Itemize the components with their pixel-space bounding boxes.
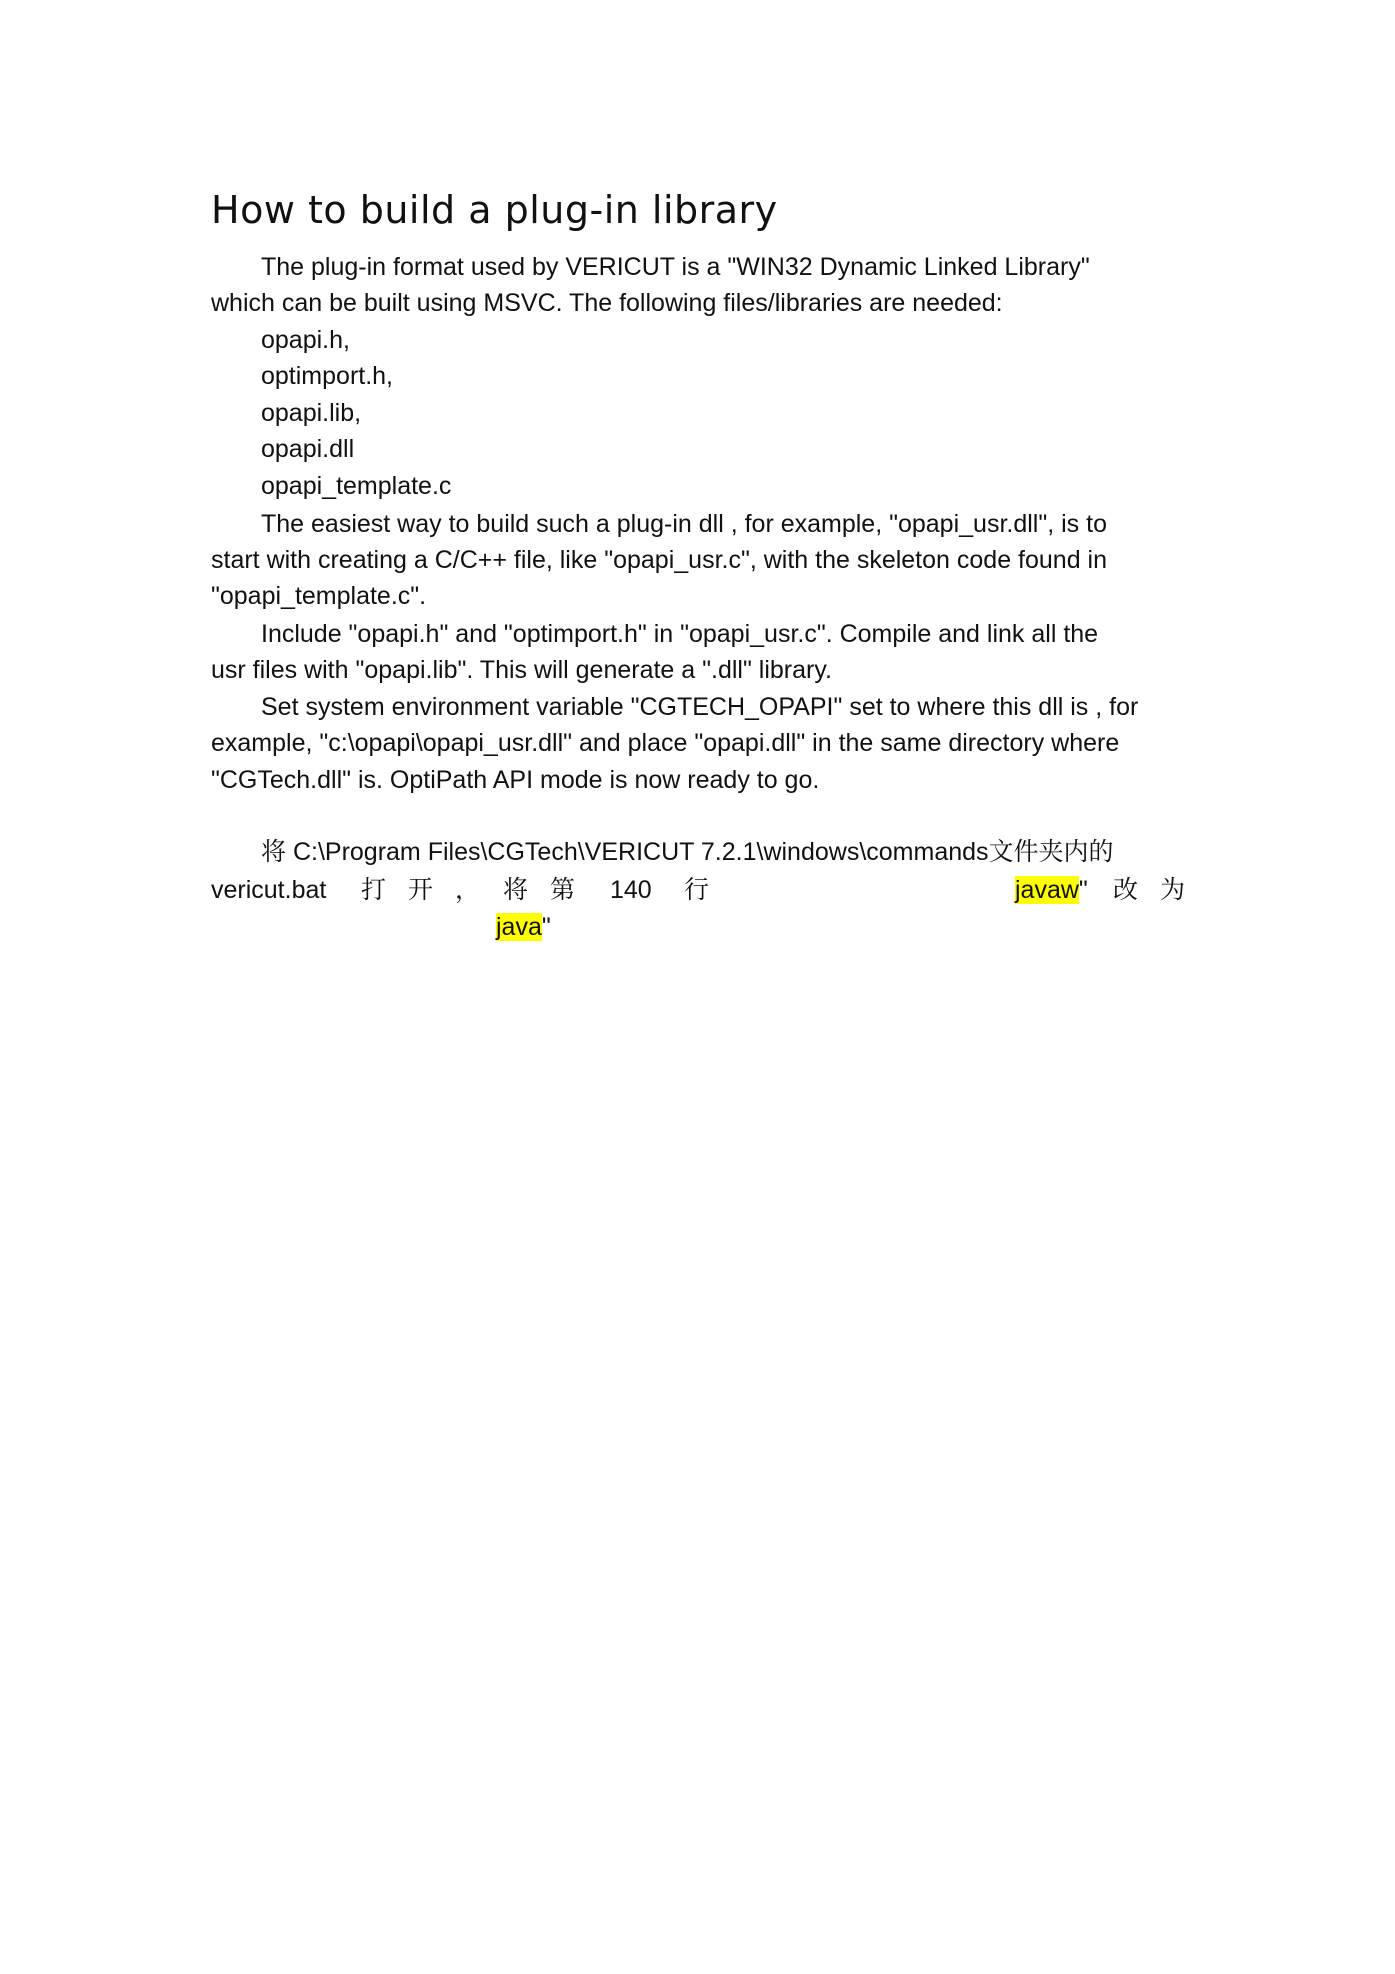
para5-word-comma: ， [455,876,481,904]
para2-line2: start with creating a C/C++ file, like "opapi_usr.c", with the skeleton code found in [211,546,1108,574]
para5-highlight-javaw-line [1015,875,1088,905]
para2-line1: The easiest way to build such a plug-in dll , for example, "opapi_usr.dll", is to [261,510,1107,538]
file-item-opapi-h: opapi.h, [261,326,350,354]
para5-word-hang: 行 [684,876,710,904]
closing-quote-2: " [541,913,551,941]
para4-line1: Set system environment variable "CGTECH_OPAPI" set to where this dll is , for [261,693,1139,721]
para2-line3: "opapi_template.c". [211,582,427,610]
highlight-javaw: javaw [1015,876,1079,904]
para5-line1: 将 C:\Program Files\CGTech\VERICUT 7.2.1\windows\commands文件夹内的 [261,838,1114,866]
file-item-opapi-template: opapi_template.c [261,472,452,500]
para1-line1: The plug-in format used by VERICUT is a "WIN32 Dynamic Linked Library" [261,253,1090,281]
para5-word-gai: 改 [1113,876,1139,904]
para5-highlight-java-line [496,912,551,942]
para5-word-di: 第 [550,876,576,904]
para5-word-kai: 开 [408,876,434,904]
para5-word-da: 打 [361,876,387,904]
para5-word-wei: 为 [1160,876,1186,904]
para5-word-vericut-bat: vericut.bat [211,876,327,904]
para3-line2: usr files with "opapi.lib". This will generate a ".dll" library. [211,656,832,684]
document-title: How to build a plug-in library [211,188,778,232]
file-item-optimport-h: optimport.h, [261,362,394,390]
para4-line2: example, "c:\opapi\opapi_usr.dll" and place "opapi.dll" in the same directory where [211,729,1120,757]
para5-word-140: 140 [610,876,652,904]
para5-word-jiang: 将 [503,876,529,904]
file-item-opapi-dll: opapi.dll [261,435,355,463]
closing-quote-1: " [1078,876,1088,904]
file-item-opapi-lib: opapi.lib, [261,399,362,427]
para1-line2: which can be built using MSVC. The following files/libraries are needed: [211,289,1003,317]
para3-line1: Include "opapi.h" and "optimport.h" in "opapi_usr.c". Compile and link all the [261,620,1099,648]
para4-line3: "CGTech.dll" is. OptiPath API mode is now ready to go. [211,766,820,794]
highlight-java: java [496,913,542,941]
